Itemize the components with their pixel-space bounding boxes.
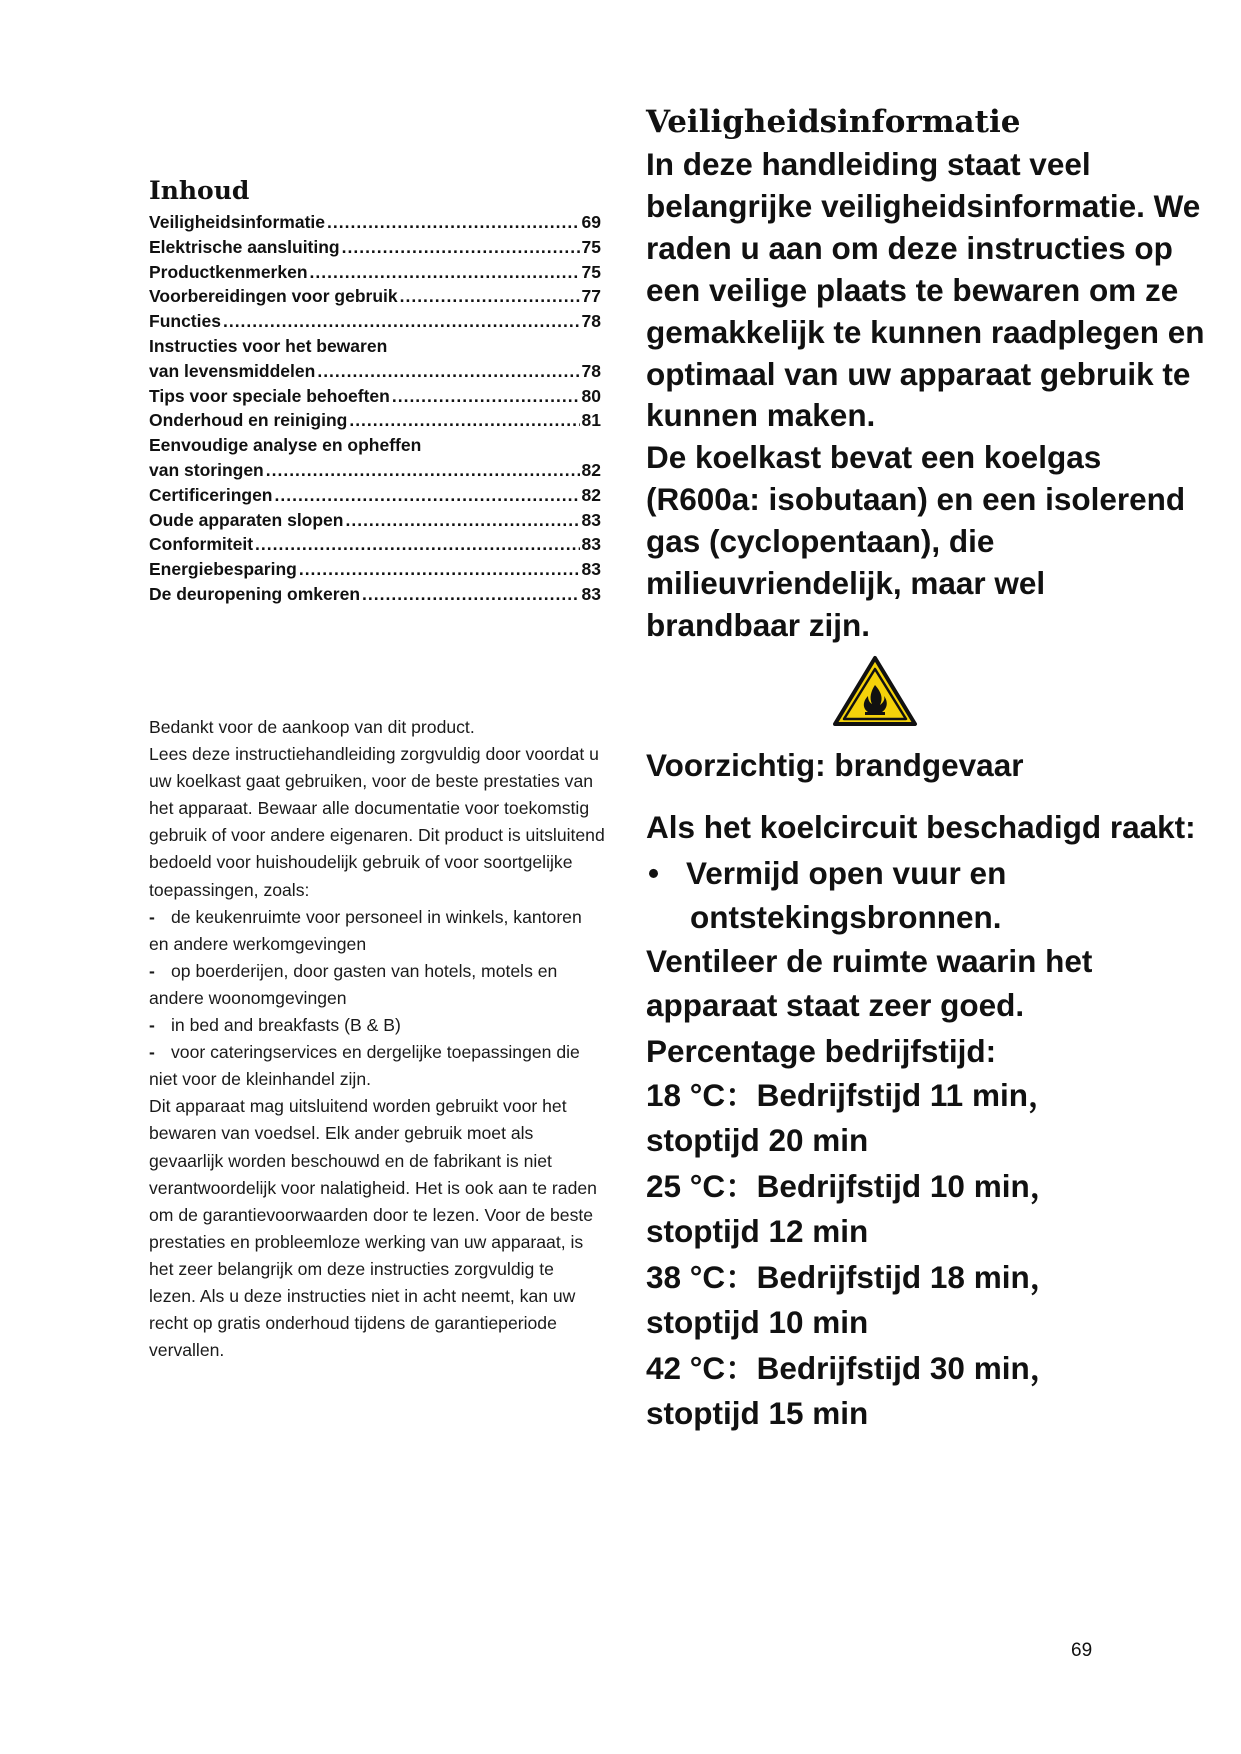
circuit-damage-heading: Als het koelcircuit beschadigd raakt: (646, 808, 1196, 845)
duty-temperature: 25 °C： (646, 1167, 757, 1204)
page-number: 69 (1071, 1640, 1093, 1661)
flammable-warning-icon (832, 655, 918, 727)
intro-text (149, 714, 605, 1364)
safety-title: Veiligheidsinformatie (646, 104, 1021, 140)
toc-item-page: 82 (581, 484, 601, 505)
safety-intro: In deze handleiding staat veel belangrijke veiligheidsinformatie. We raden u aan om deze instructies op een veilige plaats te bewaren om ze gemakkelijk te kunnen raadplegen en optimaal van uw apparaat gebruik te kunnen maken. (646, 146, 1205, 434)
duty-cycle-title: Percentage bedrijfstijd: (646, 1032, 997, 1069)
toc-item[interactable] (149, 384, 601, 409)
toc-item-label: Oude apparaten slopen (149, 509, 344, 530)
toc-item-label: van storingen (149, 459, 264, 480)
toc-item-page: 81 (581, 410, 601, 431)
safety-section (646, 100, 1206, 1437)
toc-item-page: 80 (581, 385, 601, 406)
duty-cycle-row (646, 1164, 1206, 1255)
toc-item-page: 83 (581, 509, 601, 530)
toc-item[interactable] (149, 284, 601, 309)
usage-bullet: - voor cateringservices en dergelijke toepassingen die niet voor de kleinhandel zijn. (149, 1042, 580, 1090)
duty-temperature: 42 °C： (646, 1349, 757, 1386)
toc-item-label: Energiebesparing (149, 559, 297, 580)
duty-run-time: Bedrijfstijd 11 min， (756, 1076, 1060, 1113)
duty-stop-time: stoptijd 12 min (646, 1213, 869, 1250)
duty-stop-time: stoptijd 10 min (646, 1304, 869, 1341)
toc-item[interactable] (149, 433, 601, 483)
toc-item[interactable] (149, 309, 601, 334)
toc-item-label: Conformiteit (149, 534, 254, 555)
toc-item[interactable] (149, 260, 601, 285)
toc-item-label: Certificeringen (149, 484, 273, 505)
toc-item-label-line1: Instructies voor het bewaren (149, 335, 388, 356)
toc-item[interactable] (149, 582, 601, 607)
ventilation-instruction: Ventileer de ruimte waarin het apparaat staat zeer goed. (646, 942, 1093, 1023)
toc-item[interactable] (149, 334, 601, 384)
intro-thanks: Bedankt voor de aankoop van dit product. (149, 717, 475, 737)
duty-cycle-row (646, 1073, 1206, 1164)
toc-item-page: 75 (581, 261, 601, 282)
bullet-text-line2: ontstekingsbronnen. (690, 898, 1002, 935)
toc-item-page: 78 (581, 311, 601, 332)
bullet-list-item (646, 851, 1206, 939)
toc-item-page: 78 (581, 360, 601, 381)
duty-run-time: Bedrijfstijd 10 min， (756, 1167, 1062, 1204)
toc-item-page: 75 (581, 236, 601, 257)
usage-bullet: - op boerderijen, door gasten van hotels, motels en andere woonomgevingen (149, 960, 558, 1008)
toc-item[interactable] (149, 557, 601, 582)
toc-item-label: Elektrische aansluiting (149, 236, 340, 257)
toc-item-page: 83 (581, 559, 601, 580)
duty-cycle-row (646, 1255, 1206, 1346)
duty-cycle-row (646, 1346, 1206, 1437)
toc-item[interactable] (149, 235, 601, 260)
intro-paragraph: Lees deze instructiehandleiding zorgvuldig door voordat u uw koelkast gaat gebruiken, voor de beste prestaties van het apparaat. Bewaar alle documentatie voor toekomstig gebruik of voor andere eigenaren. Dit product is uitsluitend bedoeld voor huishoudelijk gebruik of voor soortgelijke toepassingen, zoals: (149, 744, 605, 900)
duty-stop-time: stoptijd 15 min (646, 1395, 869, 1432)
duty-run-time: Bedrijfstijd 18 min， (756, 1258, 1062, 1295)
intro-usage-paragraph: Dit apparaat mag uitsluitend worden gebruikt voor het bewaren van voedsel. Elk ander gebruik moet als gevaarlijk worden beschouwd en de fabrikant is niet verantwoordelijk voor nalatigheid. Het is ook aan te raden om de garantievoorwaarden door te lezen. Voor de beste prestaties en probleemloze werking van uw apparaat, is het zeer belangrijk om deze instructies zorgvuldig te lezen. Als u deze instructies niet in acht neemt, kan uw recht op gratis onderhoud tijdens de garantieperiode vervallen. (149, 1096, 597, 1361)
toc-item[interactable] (149, 532, 601, 557)
toc-item[interactable] (149, 483, 601, 508)
toc-item[interactable] (149, 508, 601, 533)
safety-gas-info: De koelkast bevat een koelgas (R600a: isobutaan) en een isolerend gas (cyclopentaan), die milieuvriendelijk, maar wel brandbaar zijn. (646, 439, 1186, 643)
fire-caution: Voorzichtig: brandgevaar (646, 746, 1024, 783)
toc-item[interactable] (149, 210, 601, 235)
duty-stop-time: stoptijd 20 min (646, 1122, 869, 1159)
bullet-icon: • (648, 854, 660, 891)
toc-item-page: 69 (581, 212, 601, 232)
toc-item-page: 83 (581, 583, 601, 604)
toc-item-label: Voorbereidingen voor gebruik (149, 286, 398, 307)
toc-item[interactable] (149, 408, 601, 433)
toc-item-label: Tips voor speciale behoeften (149, 385, 390, 406)
toc-item-label: Onderhoud en reiniging (149, 410, 348, 431)
duty-temperature: 38 °C： (646, 1258, 757, 1295)
toc-item-page: 82 (581, 459, 601, 480)
duty-temperature: 18 °C： (646, 1076, 757, 1113)
bullet-text-line1: Vermijd open vuur en (686, 854, 1007, 891)
toc-item-label: De deuropening omkeren (149, 583, 361, 604)
usage-bullet: - de keukenruimte voor personeel in winkels, kantoren en andere werkomgevingen (149, 906, 582, 954)
toc-item-label-line1: Eenvoudige analyse en opheffen (149, 435, 422, 456)
toc-item-label: Productkenmerken (149, 261, 308, 282)
toc-item-label: Functies (149, 311, 221, 332)
toc-item-page: 83 (581, 534, 601, 555)
duty-run-time: Bedrijfstijd 30 min， (756, 1349, 1062, 1386)
usage-bullet: - in bed and breakfasts (B & B) (149, 1015, 401, 1036)
toc-item-page: 77 (581, 286, 601, 307)
toc-item-label: van levensmiddelen (149, 360, 316, 381)
table-of-contents (149, 176, 601, 607)
toc-title: Inhoud (149, 176, 250, 205)
toc-item-label: Veiligheidsinformatie (149, 212, 326, 232)
